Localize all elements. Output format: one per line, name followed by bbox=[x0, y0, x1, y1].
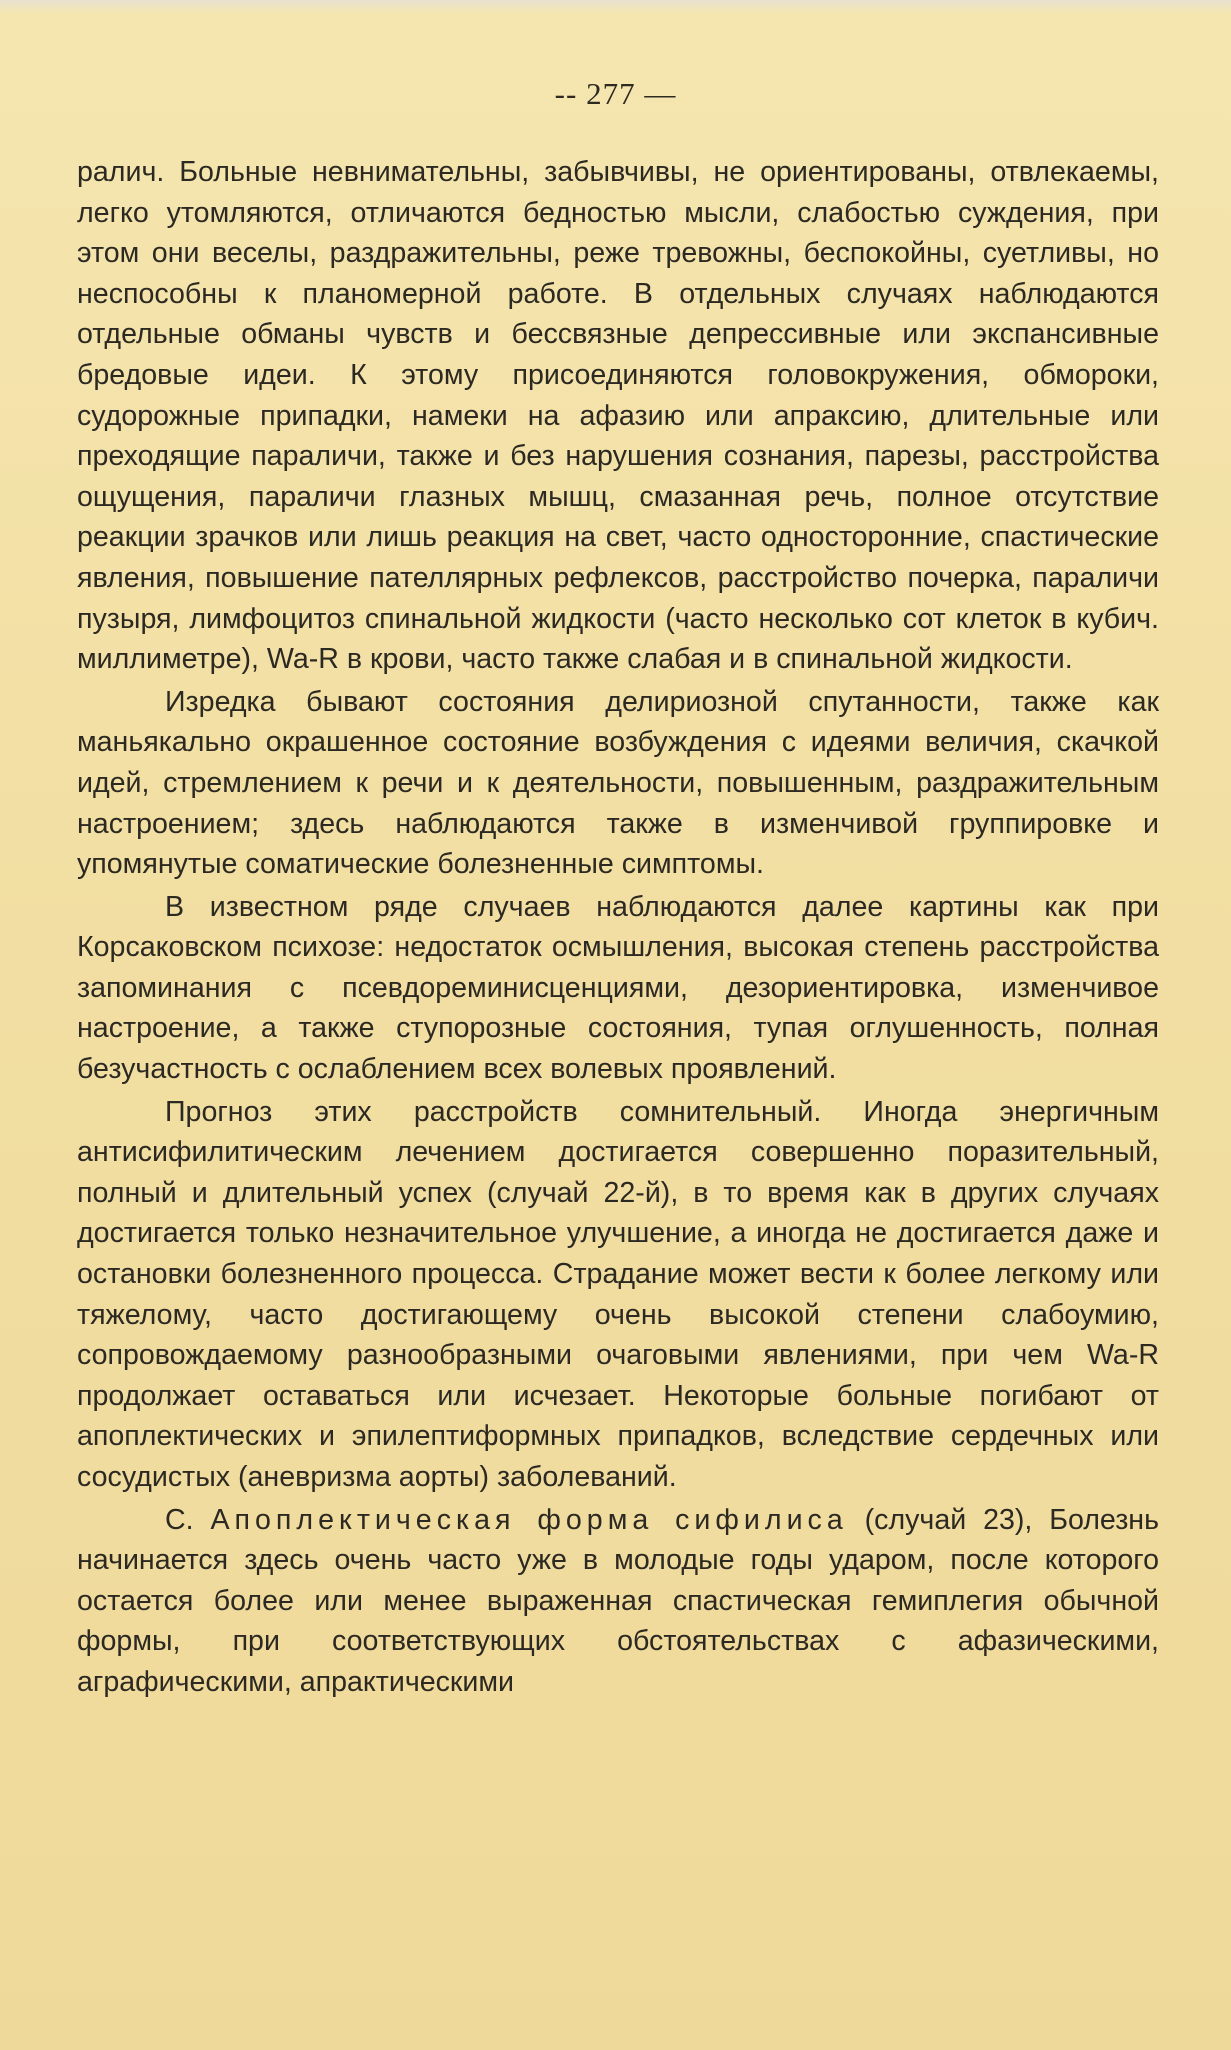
section-letter: С. bbox=[165, 1503, 211, 1536]
page-number: -- 277 — bbox=[554, 76, 677, 111]
section-text: (случай 23), Болезнь начинается здесь очень часто уже в молодые годы ударом, после которого остается более или менее выраженная спастическая гемиплегия обычной формы, при соответствующих обстоятельствах с афазическими, аграфическими, апрактическими bbox=[77, 1503, 1159, 1698]
page-edge-shadow bbox=[0, 0, 1231, 14]
paragraph-2: Изредка бывают состояния делириозной спутанности, также как маньякально окрашенное состояние возбуждения с идеями величия, скачкой идей, стремлением к речи и к деятельности, повышенным, раздражительным настроением; здесь наблюдаются также в изменчивой группировке и упомянутые соматические болезненные симптомы. bbox=[77, 685, 1159, 881]
paragraph-5 bbox=[77, 1500, 1159, 1703]
paragraph-3: В известном ряде случаев наблюдаются далее картины как при Корсаковском психозе: недостаток осмышления, высокая степень расстройства запоминания с псевдореминисценциями, дезориентировка, изменчивое настроение, а также ступорозные состояния, тупая оглушенность, полная безучастность с ослаблением всех волевых проявлений. bbox=[77, 890, 1159, 1086]
section-heading: Апоплектическая форма сифилиса bbox=[210, 1503, 848, 1536]
paragraph-4: Прогноз этих расстройств сомнительный. Иногда энергичным антисифилитическим лечением достигается совершенно поразительный, полный и длительный успех (случай 22-й), в то время как в других случаях достигается только незначительное улучшение, а иногда не достигается даже и остановки болезненного процесса. Страдание может вести к более легкому или тяжелому, часто достигающему очень высокой степени слабоумию, сопровождаемому разнообразными очаговыми явлениями, при чем Wa-R продолжает оставаться или исчезает. Некоторые больные погибают от апоплектических и эпилептиформных припадков, вследствие сердечных или сосудистых (аневризма аорты) заболеваний. bbox=[77, 1095, 1159, 1493]
paragraph-1: ралич. Больные невнимательны, забывчивы, не ориентированы, отвлекаемы, легко утомляются, отличаются бедностью мысли, слабостью суждения, при этом они веселы, раздражительны, реже тревожны, беспокойны, суетливы, но неспособны к планомерной работе. В отдельных случаях наблюдаются отдельные обманы чувств и бессвязные депрессивные или экспансивные бредовые идеи. К этому присоединяются головокружения, обмороки, судорожные припадки, намеки на афазию или апраксию, длительные или преходящие параличи, также и без нарушения сознания, парезы, расстройства ощущения, параличи глазных мышц, смазанная речь, полное отсутствие реакции зрачков или лишь реакция на свет, часто односторонние, спастические явления, повышение пателлярных рефлексов, расстройство почерка, параличи пузыря, лимфоцитоз спинальной жидкости (часто несколько сот клеток в кубич. миллиметре), Wa-R в крови, часто также слабая и в спинальной жидкости. bbox=[77, 156, 1159, 676]
body-text bbox=[77, 152, 1159, 1703]
